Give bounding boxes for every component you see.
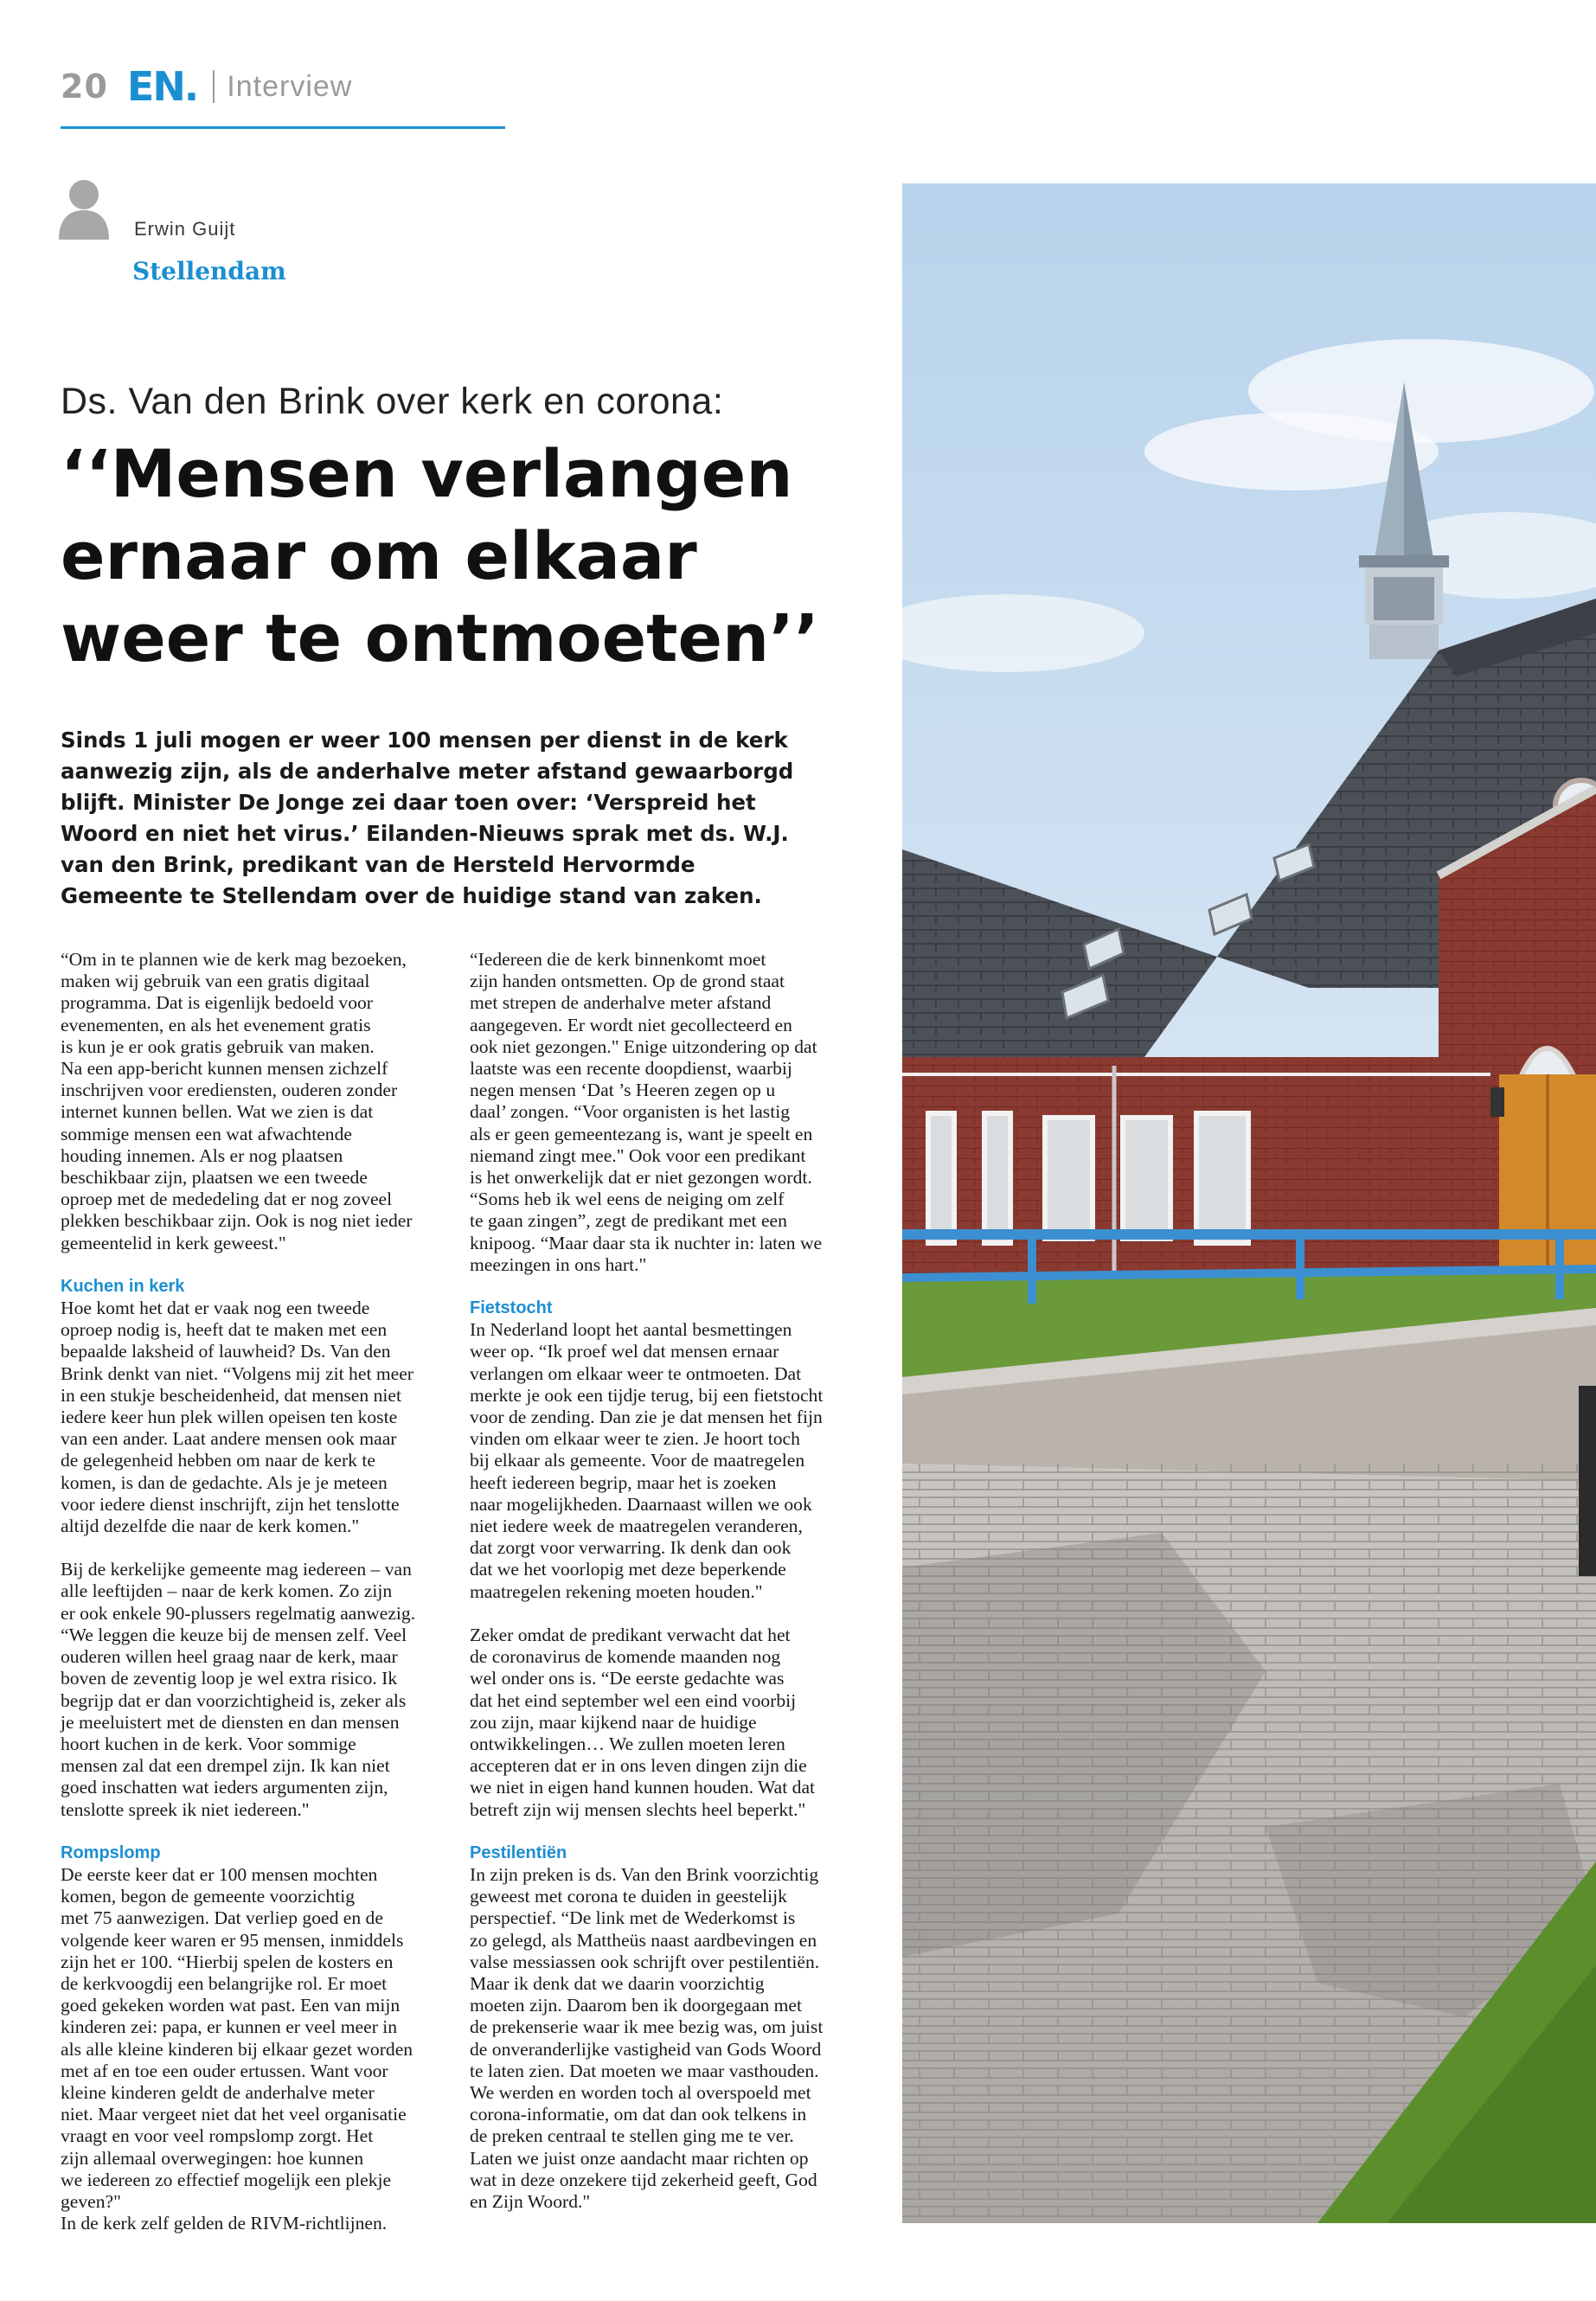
author-name: Erwin Guijt	[134, 218, 236, 240]
paragraph: “Om in te plannen wie de kerk mag bezoeken, maken wij gebruik van een gratis digitaal programma. Dat is eigenlijk bedoeld voor evenementen, en als het evenement gratis is kun je er ook gratis gebruik van maken. Na een app-bericht kunnen mensen zichzelf inschrijven voor erediensten, ouderen zonder internet kunnen bellen. Wat we zien is dat sommige mensen een wat afwachtende houding innemen. Als er nog plaatsen beschikbaar zijn, plaatsen we een tweede oproep met de mededeling dat er nog zoveel plekken beschikbaar zijn. Ook is nog niet ieder gemeentelid in kerk geweest."	[61, 949, 413, 1253]
page-number: 20	[61, 67, 108, 106]
paragraph: Hoe komt het dat er vaak nog een tweede oproep nodig is, heeft dat te maken met een bepaalde laksheid of lauwheid? Ds. Van den Brink denkt van niet. “Volgens mij zit het meer in een stukje bescheidenheid, dat mensen niet iedere keer hun plek willen opeisen ten koste van een ander. Laat andere mensen ook maar de gelegenheid hebben om naar de kerk te komen, is dan de gedachte. Als je je meteen voor iedere dienst inschrijft, zijn het tenslotte altijd dezelfde die naar de kerk komen."	[61, 1298, 413, 1537]
article-lead: Sinds 1 juli mogen er weer 100 mensen per dienst in de kerk aanwezig zijn, als de anderhalve meter afstand gewaarborgd blijft. Minister De Jonge zei daar toen over: ‘Verspreid het Woord en niet het virus.’ Eilanden-Nieuws sprak met ds. W.J. van den Brink, predikant van de Hersteld Hervormde Gemeente te Stellendam over de huidige stand van zaken.	[61, 727, 794, 908]
section-label: Interview	[227, 69, 353, 103]
article-kicker: Ds. Van den Brink over kerk en corona:	[61, 381, 724, 422]
author-avatar-icon	[57, 177, 111, 240]
header-rule	[61, 126, 505, 129]
article-column-1	[61, 949, 458, 2234]
subheading: Pestilentiën	[470, 1843, 567, 1862]
paragraph: “Iedereen die de kerk binnenkomt moet zijn handen ontsmetten. Op de grond staat met strepen de anderhalve meter afstand aangegeven. Er wordt niet gecollecteerd en ook niet gezongen." Enige uitzondering op dat laatste was een recente doopdienst, waarbij negen mensen ‘Dat ’s Heeren zegen op u daal’ zongen. “Voor organisten is het lastig als er geen gemeentezang is, want je speelt en niemand zingt mee." Ook voor een predikant is het onwerkelijk dat er niet gezongen wordt. “Soms heb ik wel eens de neiging om zelf te gaan zingen”, zegt de predikant met een knipoog. “Maar daar sta ik nuchter in: laten we meezingen in ons hart."	[470, 949, 823, 1275]
article-column-2	[470, 949, 868, 2213]
publication-logo: EN.	[126, 63, 198, 110]
paragraph: Zeker omdat de predikant verwacht dat het de coronavirus de komende maanden nog wel onder ons is. “De eerste gedachte was dat het eind september wel een eind voorbij zou zijn, maar kijkend naar de huidige ontwikkelingen… We zullen moeten leren accepteren dat er in ons leven dingen zijn die we niet in eigen hand kunnen houden. Wat dat betreft zijn wij mensen slechts heel beperkt."	[470, 1624, 816, 1820]
paragraph: In Nederland loopt het aantal besmettingen weer op. “Ik proef wel dat mensen ernaar verlangen om elkaar weer te ontmoeten. Dat merkte je ook een tijdje terug, bij een fietstocht voor de zending. Dan zie je dat mensen het fijn vinden om elkaar weer te zien. Je hoort toch bij elkaar als gemeente. Voor de maatregelen heeft iedereen begrip, maar het is zoeken naar mogelijkheden. Daarnaast willen we ook niet iedere week de maatregelen veranderen, dat zorgt voor verwarring. Ik denk dan ook dat we het voorlopig met deze beperkende maatregelen rekening moeten houden."	[470, 1319, 824, 1602]
paragraph: De eerste keer dat er 100 mensen mochten komen, begon de gemeente voorzichtig met 75 aanwezigen. Dat verliep goed en de volgende keer waren er 95 mensen, inmiddels zijn het er 100. “Hierbij spelen de kosters en de kerkvoogdij een belangrijke rol. Er moet goed gekeken worden wat past. Een van mijn kinderen zei: papa, er kunnen er veel meer in als alle kleine kinderen bij elkaar gezet worden met af en toe een ouder ertussen. Want voor kleine kinderen geldt de anderhalve meter niet. Maar vergeet niet dat het veel organisatie vraagt en voor veel rompslomp zorgt. Het zijn allemaal overwegingen: hoe kunnen we iedereen zo effectief mogelijk een plekje geven?" In de kerk zelf gelden de RIVM-richtlijnen.	[61, 1863, 413, 2234]
paragraph: In zijn preken is ds. Van den Brink voorzichtig geweest met corona te duiden in geestelijk perspectief. “De link met de Wederkomst is zo gelegd, als Mattheüs naast aardbevingen en valse messiassen ook schrijft over pestilentiën. Maar ik denk dat we daarin voorzichtig moeten zijn. Daarom ben ik doorgegaan met de prekenserie waar ik mee bezig was, om juist de onveranderlijke vastigheid van Gods Woord te laten zien. Dat moeten we maar vasthouden. We werden en worden toch al overspoeld met corona-informatie, om dat dan ook telkens in de preken centraal te stellen ging me te ver. Laten we juist onze aandacht maar richten op wat in deze onzekere tijd zekerheid geeft, God en Zijn Woord."	[470, 1863, 824, 2212]
subheading: Rompslomp	[61, 1843, 161, 1862]
subheading: Fietstocht	[470, 1298, 553, 1318]
paragraph: Bij de kerkelijke gemeente mag iedereen – van alle leeftijden – naar de kerk komen. Zo zijn er ook enkele 90-plussers regelmatig aanwezig. “We leggen die keuze bij de mensen zelf. Veel ouderen willen heel graag naar de kerk, maar boven de zeventig loop je wel extra risico. Ik begrijp dat er dan voorzichtigheid is, zeker als je meeluistert met de diensten en dan mensen hoort kuchen in de kerk. Voor sommige mensen zal dat een drempel zijn. Ik kan niet goed inschatten wat ieders argumenten zijn, tenslotte spreek ik niet iedereen."	[61, 1559, 416, 1820]
subheading: Kuchen in kerk	[61, 1276, 185, 1296]
article-headline: ‘‘Mensen verlangen ernaar om elkaar weer te ontmoeten’’	[61, 435, 819, 676]
church-photo	[902, 183, 1596, 2223]
page-header	[61, 62, 352, 111]
author-location: Stellendam	[132, 257, 286, 285]
header-divider	[213, 70, 215, 103]
